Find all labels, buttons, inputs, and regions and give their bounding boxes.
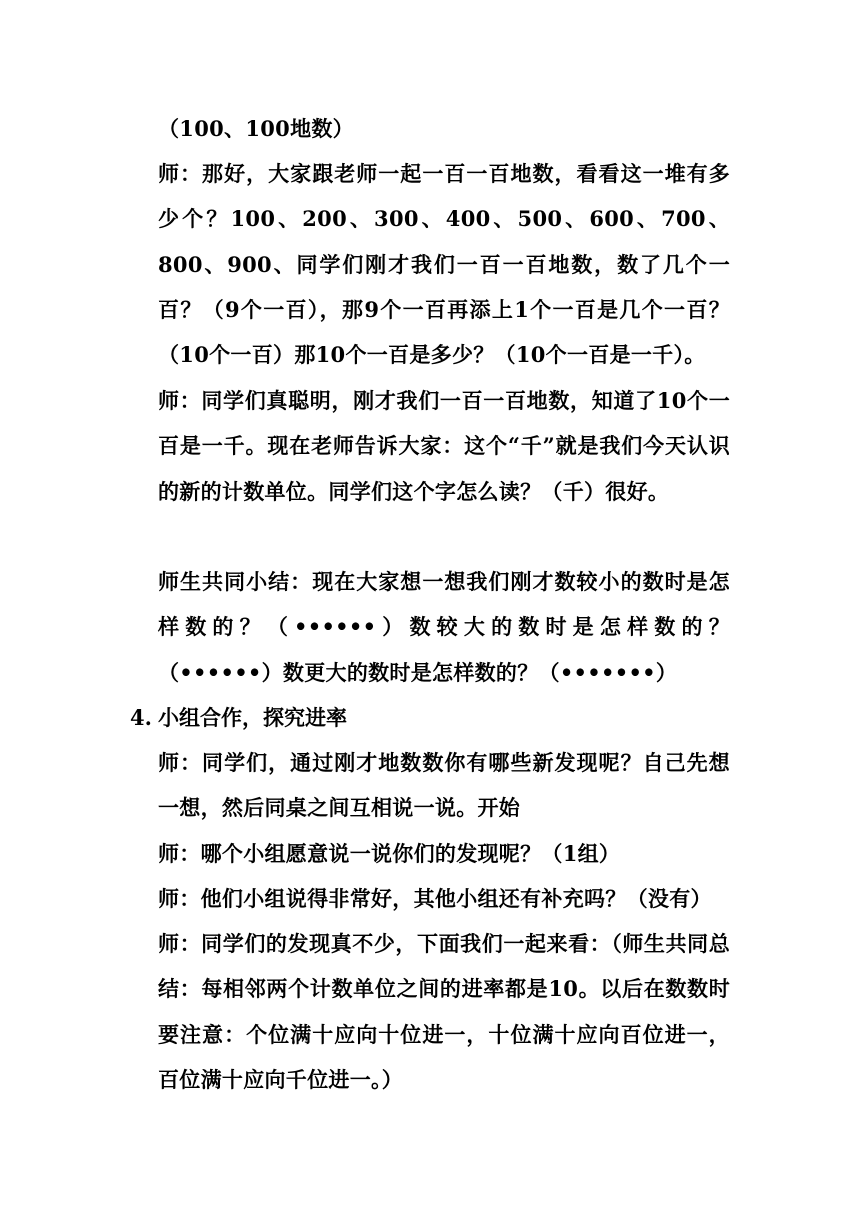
paragraph-new-discovery: 师：同学们，通过刚才地数数你有哪些新发现呢？自己先想一想，然后同桌之间互相说一说。开始 xyxy=(158,750,730,821)
section-title: 小组合作，探究进率 xyxy=(158,705,347,730)
paragraph-which-group: 师：哪个小组愿意说一说你们的发现呢？（1组） xyxy=(158,841,621,866)
paragraph-group-supplement: 师：他们小组说得非常好，其他小组还有补充吗？（没有） xyxy=(158,886,712,911)
paragraph-teacher-count-hundreds: 师：那好，大家跟老师一起一百一百地数，看看这一堆有多少个？100、200、300、400、500、600、700、800、900、同学们刚才我们一百一百地数，数了几个一百？（9个一百），那9个一百再添上1个一百是几个一百？（10个一百）那10个一百是多少？（10个一百是一千）。 xyxy=(158,161,730,368)
section-heading xyxy=(130,695,347,740)
section-number: 4. xyxy=(130,705,152,730)
paragraph-summary: 师生共同小结：现在大家想一想我们刚才数较小的数时是怎样数的？（••••••）数较大的数时是怎样数的？（••••••）数更大的数时是怎样数的？（•••••••） xyxy=(158,569,730,685)
paragraph-counting-by-hundreds: （100、100地数） xyxy=(158,116,354,141)
paragraph-conclusion: 师：同学们的发现真不少，下面我们一起来看：（师生共同总结：每相邻两个计数单位之间的进率都是10。以后在数数时要注意：个位满十应向十位进一，十位满十应向百位进一，百位满十应向千位进一。） xyxy=(158,931,730,1092)
paragraph-teacher-thousand: 师：同学们真聪明，刚才我们一百一百地数，知道了10个一百是一千。现在老师告诉大家：这个“千”就是我们今天认识的新的计数单位。同学们这个字怎么读？（千）很好。 xyxy=(158,388,730,504)
